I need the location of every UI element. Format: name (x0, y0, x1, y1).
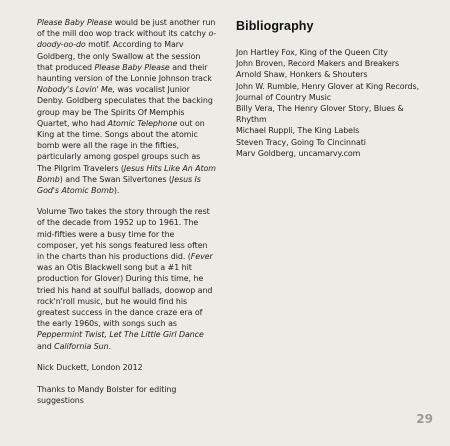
bibliography-entry: Marv Goldberg, uncamarvy.com (236, 148, 361, 158)
essay-paragraph-1 (37, 17, 217, 196)
essay-column (37, 17, 217, 418)
text-run: Volume Two takes the story through the rest of the decade from 1952 up to 1961. The mid-fifties were a busy time for the composer, yet his songs featured less often in the charts than his productions did. ( (37, 207, 210, 262)
bibliography-section (236, 19, 436, 159)
bibliography-list (236, 47, 436, 159)
italic-title: Peppermint Twist, Let The Little Girl Dance (37, 330, 204, 340)
italic-title: Atomic Telephone (107, 118, 178, 128)
bibliography-entry: Jon Hartley Fox, King of the Queen City (236, 48, 388, 57)
italic-title: Please Baby Please (94, 62, 170, 72)
italic-title: California Sun (54, 341, 109, 351)
bibliography-entry: Steven Tracy, Going To Cincinnati (236, 137, 366, 147)
bibliography-entry: Arnold Shaw, Honkers & Shouters (236, 70, 368, 80)
text-run: motif. According to Marv Goldberg, the only Swallow at the session that produced (37, 40, 201, 72)
text-run: ). (113, 186, 120, 196)
text-run: . (108, 341, 112, 351)
italic-title: Please Baby Please (37, 18, 113, 27)
text-run: and their haunting version of the Lonnie Johnson track (37, 62, 212, 84)
italic-title: Jesus Is God's Atomic Bomb (37, 174, 201, 196)
text-run: would be just another run of the mill doo wop track without its catchy (37, 18, 216, 39)
essay-paragraph-2 (37, 206, 217, 352)
bibliography-heading: Bibliography (236, 19, 314, 33)
italic-title: Nobody's Lovin' Me, (37, 85, 116, 95)
acknowledgement: Thanks to Mandy Bolster for editing suggestions (37, 385, 177, 406)
bibliography-entry: Billy Vera, The Henry Glover Story, Blues & Rhythm (236, 104, 404, 125)
page-number: 29 (416, 412, 433, 426)
text-run: was an Otis Blackwell song but a #1 hit production for Glover) During this time, he tried his hand at soulful ballads, doowop and rock'n'roll music, but he would find his greatest success in the dance craze era of the early 1960s, with songs such as (37, 263, 213, 329)
italic-title: Fever (190, 252, 213, 262)
bibliography-entry: John W. Rumble, Henry Glover at King Records, Journal of Country Music (236, 81, 420, 102)
bibliography-entry: Michael Ruppli, The King Labels (236, 126, 360, 136)
italic-title: Jesus Hits Like An Atom Bomb (37, 163, 216, 184)
author-signature: Nick Duckett, London 2012 (37, 362, 143, 372)
text-run: out on King at the time. Songs about the atomic bomb were all the rage in the fifties, particularly among gospel groups such as The Pilgrim Travelers ( (37, 118, 205, 173)
bibliography-entry: John Broven, Record Makers and Breakers (236, 59, 400, 69)
text-run: ) and The Swan Silvertones ( (59, 174, 172, 184)
text-run: was vocalist Junior Denby. Goldberg speculates that the backing group may be The Spirits Of Memphis Quartet, who had (37, 85, 213, 128)
italic-title: o-doody-oo-do (37, 29, 217, 50)
text-run: and (37, 341, 55, 351)
